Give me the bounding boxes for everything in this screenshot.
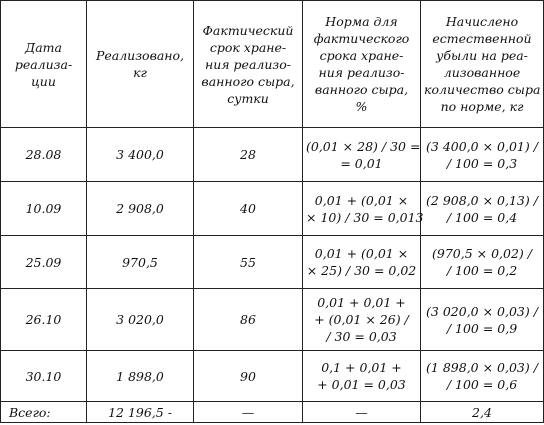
table-row <box>1 128 544 182</box>
sold-cell: 3 020,0 <box>87 289 194 351</box>
total-days: — <box>194 402 303 423</box>
norm-cell: 0,01 + 0,01 + + (0,01 × 26) / / 30 = 0,03 <box>303 289 421 351</box>
days-cell: 86 <box>194 289 303 351</box>
table-row <box>1 236 544 289</box>
table-row <box>1 289 544 351</box>
loss-cell: (970,5 × 0,02) / / 100 = 0,2 <box>421 236 544 289</box>
days-cell: 40 <box>194 182 303 236</box>
total-norm: — <box>303 402 421 423</box>
date-cell: 30.10 <box>1 351 87 402</box>
table-row <box>1 182 544 236</box>
days-cell: 28 <box>194 128 303 182</box>
date-cell: 26.10 <box>1 289 87 351</box>
loss-cell: (2 908,0 × 0,13) / / 100 = 0,4 <box>421 182 544 236</box>
sold-cell: 2 908,0 <box>87 182 194 236</box>
total-loss: 2,4 <box>421 402 544 423</box>
norm-cell: 0,01 + (0,01 × × 10) / 30 = 0,013 <box>303 182 421 236</box>
header-storage-days: Фактический срок хране- ния реализо- ванного сыра, сутки <box>194 1 303 128</box>
norm-cell: 0,01 + (0,01 × × 25) / 30 = 0,02 <box>303 236 421 289</box>
sold-cell: 3 400,0 <box>87 128 194 182</box>
total-label: Всего: <box>1 402 87 423</box>
norm-cell: (0,01 × 28) / 30 = = 0,01 <box>303 128 421 182</box>
loss-cell: (3 400,0 × 0,01) / / 100 = 0,3 <box>421 128 544 182</box>
date-cell: 10.09 <box>1 182 87 236</box>
header-norm: Норма для фактического срока хране- ния реализо- ванного сыра, % <box>303 1 421 128</box>
days-cell: 55 <box>194 236 303 289</box>
header-loss: Начислено естественной убыли на реа- лизованное количество сыра по норме, кг <box>421 1 544 128</box>
total-sold: 12 196,5 - <box>87 402 194 423</box>
header-sold: Реализовано, кг <box>87 1 194 128</box>
norm-cell: 0,1 + 0,01 + + 0,01 = 0,03 <box>303 351 421 402</box>
loss-cell: (1 898,0 × 0,03) / / 100 = 0,6 <box>421 351 544 402</box>
loss-cell: (3 020,0 × 0,03) / / 100 = 0,9 <box>421 289 544 351</box>
sold-cell: 970,5 <box>87 236 194 289</box>
header-date: Дата реализа- ции <box>1 1 87 128</box>
date-cell: 25.09 <box>1 236 87 289</box>
total-row <box>1 402 544 423</box>
sold-cell: 1 898,0 <box>87 351 194 402</box>
days-cell: 90 <box>194 351 303 402</box>
header-row <box>1 1 544 128</box>
date-cell: 28.08 <box>1 128 87 182</box>
table-row <box>1 351 544 402</box>
